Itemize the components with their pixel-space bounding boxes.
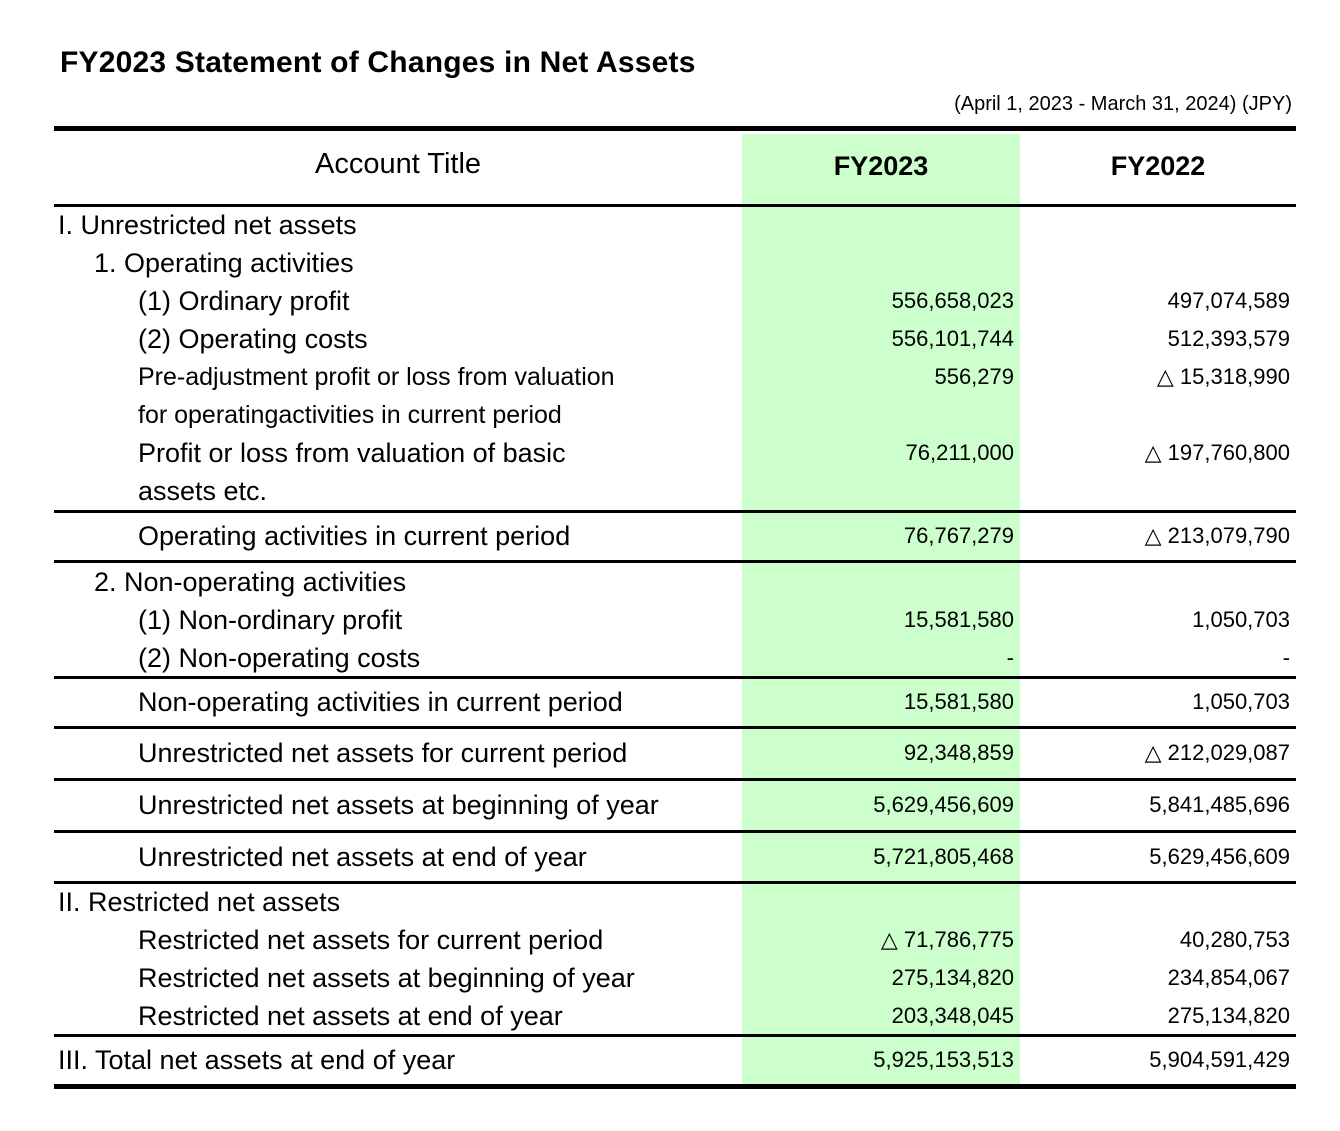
row-rule (54, 726, 1296, 729)
row-label: I. Unrestricted net assets (58, 210, 357, 240)
row-label: (1) Non-ordinary profit (138, 605, 403, 635)
fy2023-value: 275,134,820 (891, 965, 1014, 990)
fy2022-value: 40,280,753 (1179, 927, 1290, 952)
row-label: Unrestricted net assets at beginning of year (138, 790, 659, 820)
row-label: Unrestricted net assets for current period (138, 738, 628, 768)
fy2023-value: 5,925,153,513 (873, 1047, 1014, 1072)
row-label: III. Total net assets at end of year (58, 1045, 456, 1075)
fy2023-value: 5,629,456,609 (873, 792, 1014, 817)
net-assets-table (54, 126, 1296, 1091)
row-label: Restricted net assets at end of year (138, 1001, 563, 1031)
row-label: (1) Ordinary profit (138, 286, 350, 316)
page-title: FY2023 Statement of Changes in Net Assets (60, 46, 696, 79)
fy2022-value: 275,134,820 (1167, 1003, 1290, 1028)
row-label: Restricted net assets for current period (138, 925, 604, 955)
table-bottom-rule (54, 1084, 1296, 1089)
row-label-line2: for operatingactivities in current period (138, 401, 562, 429)
fy2023-value: 556,101,744 (891, 326, 1014, 351)
row-label: Pre-adjustment profit or loss from valuation (138, 363, 615, 391)
fy2023-value: 15,581,580 (903, 607, 1014, 632)
table-top-rule (54, 126, 1296, 131)
row-label: (2) Operating costs (138, 324, 368, 354)
fy2023-value: 556,658,023 (891, 288, 1014, 313)
fy2023-value: 76,767,279 (903, 523, 1014, 548)
fy2023-value: 556,279 (934, 364, 1014, 389)
row-rule (54, 676, 1296, 679)
row-label: Unrestricted net assets at end of year (138, 842, 587, 872)
row-label: II. Restricted net assets (58, 887, 341, 917)
fy2022-value: 512,393,579 (1167, 326, 1290, 351)
row-label: Operating activities in current period (138, 521, 571, 551)
fy2022-value: △ 212,029,087 (1144, 740, 1290, 765)
fy2022-value: 234,854,067 (1167, 965, 1290, 990)
row-rule (54, 778, 1296, 781)
header-fy2022: FY2022 (1110, 151, 1206, 181)
period-note: (April 1, 2023 - March 31, 2024) (JPY) (954, 93, 1292, 115)
fy2023-value: 92,348,859 (903, 740, 1014, 765)
fy2023-value: △ 71,786,775 (880, 927, 1014, 952)
fy2022-value: 497,074,589 (1167, 288, 1290, 313)
row-label: (2) Non-operating costs (138, 643, 421, 673)
fy2022-value: 1,050,703 (1192, 689, 1290, 714)
fy2022-value: 5,841,485,696 (1149, 792, 1290, 817)
row-label: Profit or loss from valuation of basic (138, 438, 566, 468)
fy2023-value: 76,211,000 (905, 440, 1014, 465)
fy2022-value: 1,050,703 (1192, 607, 1290, 632)
fy2023-value: - (1006, 645, 1014, 670)
row-rule (54, 1034, 1296, 1037)
fy2022-value: 5,629,456,609 (1149, 844, 1290, 869)
row-label: 1. Operating activities (94, 248, 354, 278)
header-account-title: Account Title (314, 148, 482, 180)
fy2022-value: △ 15,318,990 (1156, 364, 1290, 389)
row-label: Non-operating activities in current period (138, 687, 623, 717)
fy2023-value: 5,721,805,468 (873, 844, 1014, 869)
fy2022-value: - (1282, 645, 1290, 670)
fy2023-value: 203,348,045 (891, 1003, 1014, 1028)
row-label: Restricted net assets at beginning of year (138, 963, 635, 993)
fy2022-value: 5,904,591,429 (1149, 1047, 1290, 1072)
header-fy2023: FY2023 (833, 151, 929, 181)
row-rule (54, 510, 1296, 513)
row-rule (54, 830, 1296, 833)
row-label-line2: assets etc. (138, 476, 268, 506)
fy2023-value: 15,581,580 (903, 689, 1014, 714)
fy2022-value: △ 197,760,800 (1144, 440, 1290, 465)
fy2022-value: △ 213,079,790 (1144, 523, 1290, 548)
row-label: 2. Non-operating activities (94, 567, 407, 597)
